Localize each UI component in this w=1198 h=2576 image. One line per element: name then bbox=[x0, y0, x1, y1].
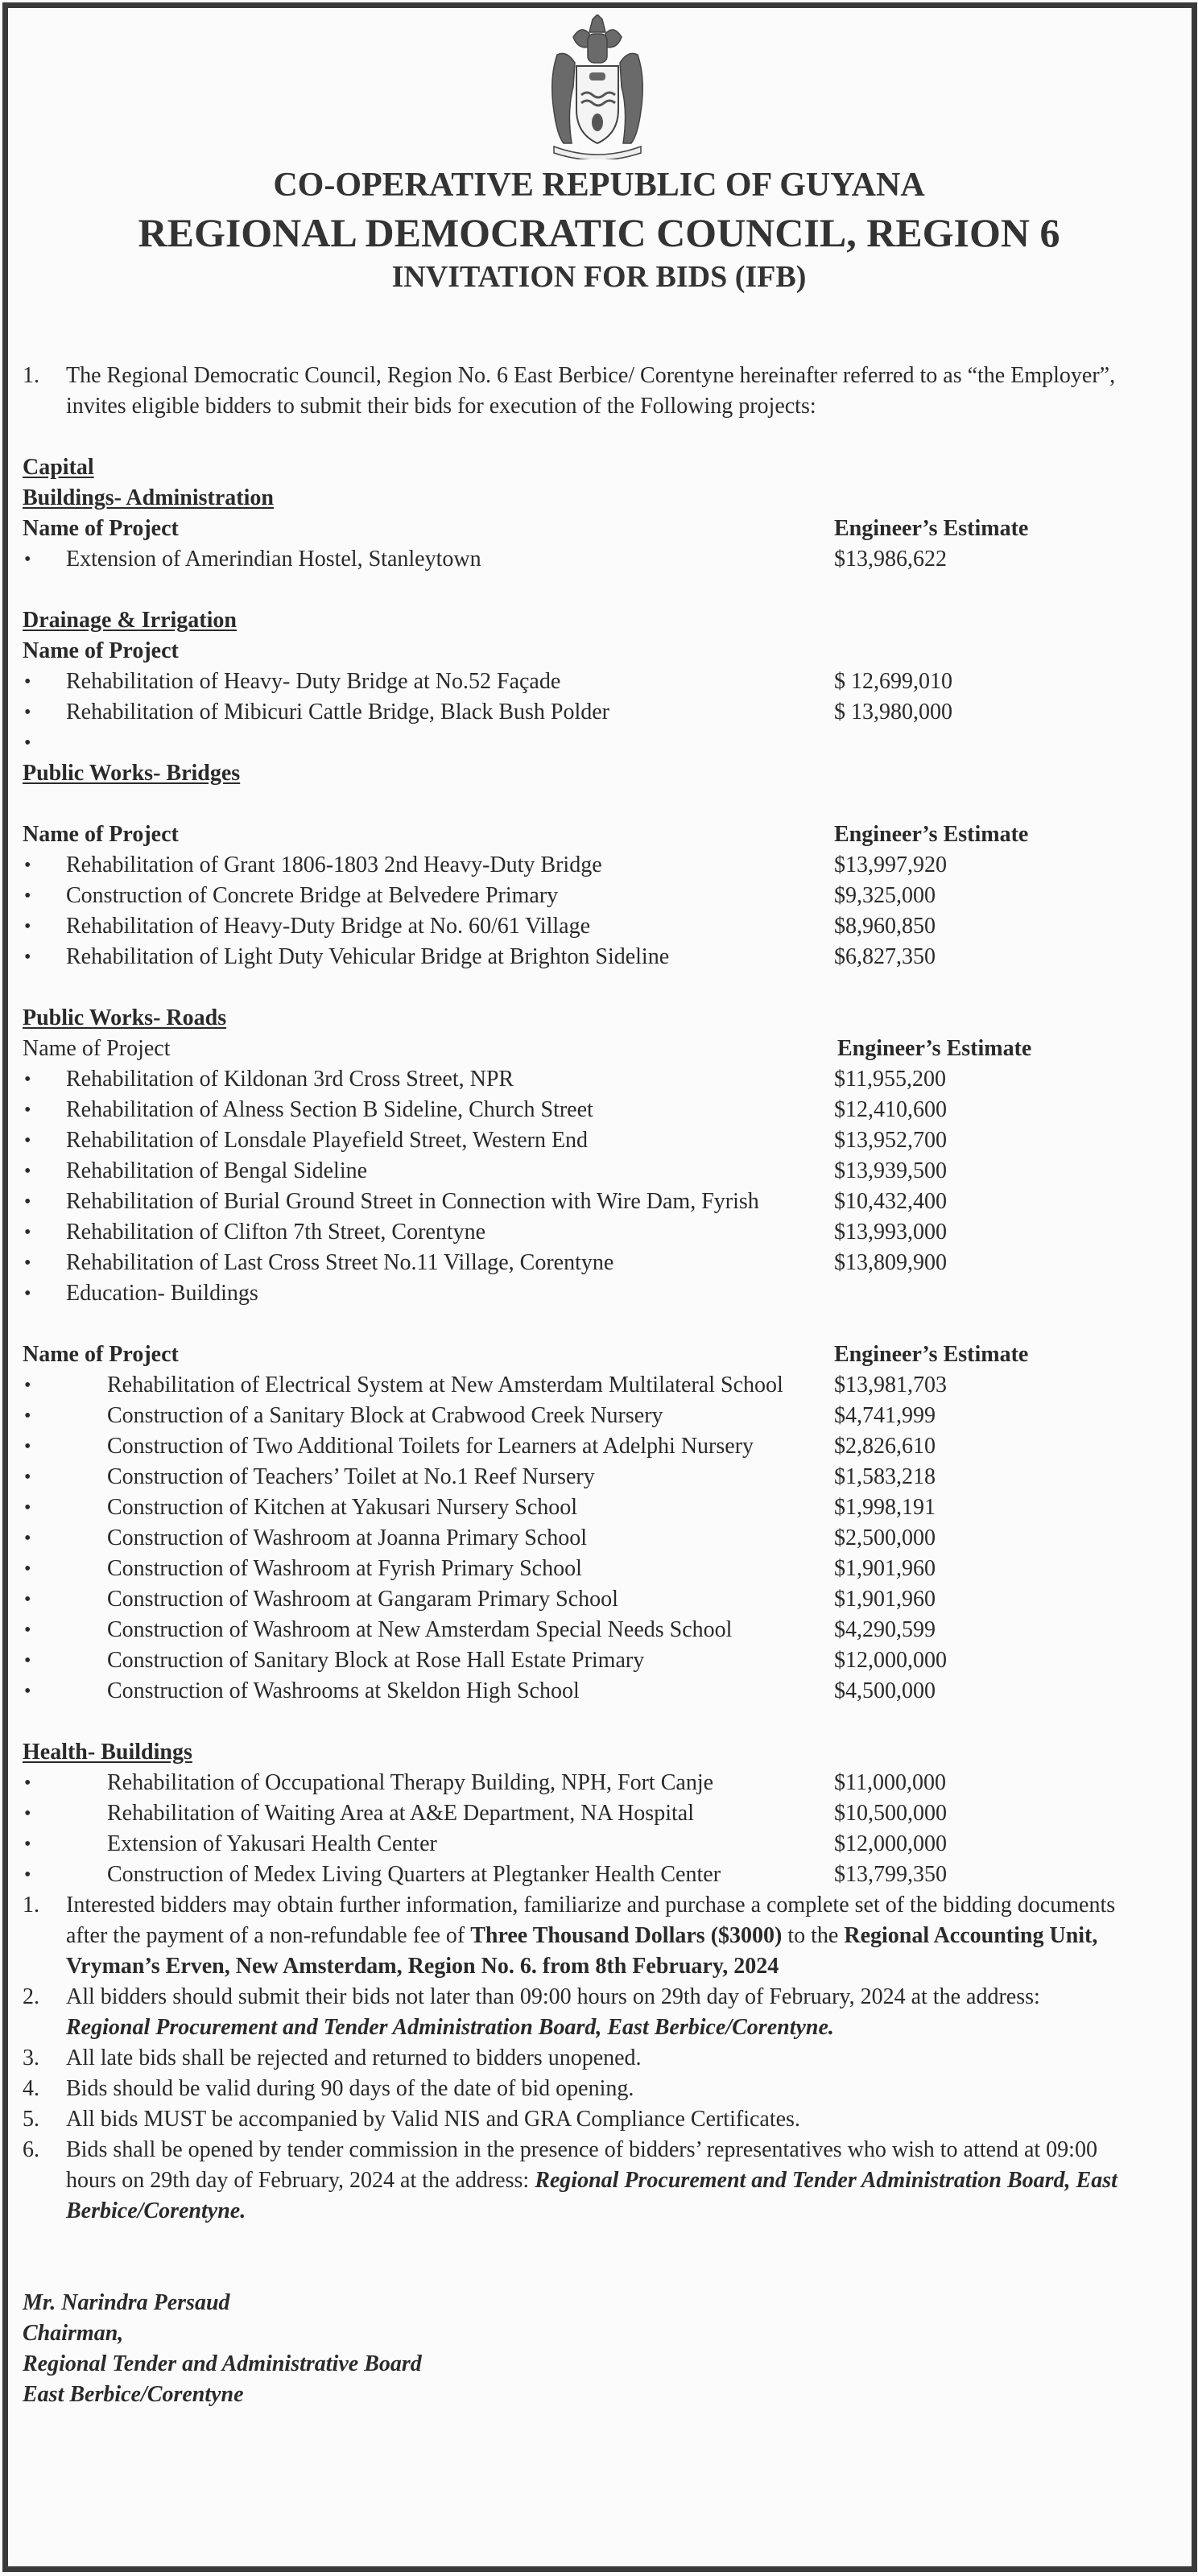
project-row bbox=[0, 1156, 1198, 1187]
project-row bbox=[0, 850, 1198, 881]
project-estimate: $4,290,599 bbox=[834, 1617, 936, 1642]
project-row bbox=[0, 1248, 1198, 1278]
column-header-name: Name of Project bbox=[23, 822, 179, 847]
project-name: • Extension of Yakusari Health Center bbox=[107, 1831, 437, 1856]
project-estimate: $13,997,920 bbox=[834, 852, 947, 877]
project-name: • Rehabilitation of Grant 1806-1803 2nd Heavy-Duty Bridge bbox=[66, 852, 602, 877]
project-estimate: $ 12,699,010 bbox=[834, 669, 952, 694]
public-works-bridges-list bbox=[0, 850, 1198, 972]
intro-line bbox=[0, 361, 1198, 391]
project-row bbox=[0, 1095, 1198, 1125]
note-number: 4. bbox=[23, 2076, 39, 2101]
project-estimate: $12,000,000 bbox=[834, 1648, 947, 1673]
project-name: • Construction of Washroom at Joanna Primary School bbox=[107, 1525, 588, 1550]
project-name: • Extension of Amerindian Hostel, Stanleytown bbox=[66, 547, 481, 572]
project-name: • Rehabilitation of Light Duty Vehicular Bridge at Brighton Sideline bbox=[66, 944, 670, 969]
project-row bbox=[0, 1768, 1198, 1798]
project-estimate: $ 13,980,000 bbox=[834, 700, 952, 724]
column-header-row bbox=[0, 1340, 1198, 1370]
submission-address: Regional Procurement and Tender Administration Board, East Berbice/Corentyne. bbox=[66, 2015, 834, 2040]
note-2 bbox=[0, 1982, 1198, 2013]
project-name: • Construction of Washroom at Gangaram Primary School bbox=[107, 1587, 618, 1612]
project-row bbox=[0, 667, 1198, 697]
project-name: • Rehabilitation of Last Cross Street No.11 Village, Corentyne bbox=[66, 1250, 614, 1275]
project-estimate: $12,000,000 bbox=[834, 1831, 947, 1856]
note-6 bbox=[0, 2135, 1198, 2165]
project-estimate: $10,432,400 bbox=[834, 1189, 947, 1214]
project-name: • Rehabilitation of Waiting Area at A&E Department, NA Hospital bbox=[107, 1801, 694, 1826]
intro-number: 1. bbox=[23, 363, 39, 388]
project-row bbox=[0, 1829, 1198, 1860]
project-estimate: $11,955,200 bbox=[834, 1067, 946, 1092]
project-estimate: $13,809,900 bbox=[834, 1250, 947, 1275]
project-name: • Rehabilitation of Alness Section B Sideline, Church Street bbox=[66, 1097, 593, 1122]
project-name: • Rehabilitation of Clifton 7th Street, Corentyne bbox=[66, 1220, 486, 1245]
project-estimate: $9,325,000 bbox=[834, 883, 936, 908]
section-title-public-works-bridges: Public Works- Bridges bbox=[23, 761, 241, 786]
project-name: • Construction of Washroom at New Amsterdam Special Needs School bbox=[107, 1617, 733, 1642]
note-text: Bids shall be opened by tender commission in the presence of bidders’ representatives who wish to attend at 09:00 bbox=[66, 2137, 1097, 2162]
signatory-board: Regional Tender and Administrative Board bbox=[23, 2351, 422, 2376]
signatory-location: East Berbice/Corentyne bbox=[23, 2382, 244, 2407]
note-number: 2. bbox=[23, 1984, 39, 2009]
note-text: Interested bidders may obtain further information, familiarize and purchase a complete set of the bidding documents bbox=[66, 1893, 1116, 1918]
payment-office: Regional Accounting Unit, bbox=[844, 1923, 1098, 1948]
project-name: • Construction of a Sanitary Block at Crabwood Creek Nursery bbox=[107, 1403, 663, 1428]
project-estimate: $2,826,610 bbox=[834, 1434, 936, 1459]
column-header-estimate: Engineer’s Estimate bbox=[834, 1342, 1029, 1367]
column-header-row bbox=[0, 819, 1198, 850]
public-works-roads-list bbox=[0, 1064, 1198, 1278]
project-row bbox=[0, 1554, 1198, 1584]
note-5 bbox=[0, 2104, 1198, 2135]
project-estimate: $4,741,999 bbox=[834, 1403, 936, 1428]
column-header-estimate: Engineer’s Estimate bbox=[834, 822, 1029, 847]
column-header-row bbox=[0, 514, 1198, 544]
project-name: • Rehabilitation of Bengal Sideline bbox=[66, 1158, 368, 1183]
column-header-name: Name of Project bbox=[23, 638, 179, 663]
note-text: All bids MUST be accompanied by Valid NIS and GRA Compliance Certificates. bbox=[66, 2107, 800, 2132]
project-row bbox=[0, 1584, 1198, 1615]
project-row bbox=[0, 1860, 1198, 1890]
project-name: • Construction of Teachers’ Toilet at No.1 Reef Nursery bbox=[107, 1464, 595, 1489]
project-estimate: $6,827,350 bbox=[834, 944, 936, 969]
project-row bbox=[0, 1492, 1198, 1523]
column-header-name: Name of Project bbox=[23, 1342, 179, 1367]
project-estimate: $13,799,350 bbox=[834, 1862, 947, 1887]
intro-text: invites eligible bidders to submit their bids for execution of the Following projects: bbox=[66, 394, 816, 419]
project-row bbox=[0, 881, 1198, 911]
project-estimate: $11,000,000 bbox=[834, 1770, 946, 1795]
project-name: • Rehabilitation of Kildonan 3rd Cross Street, NPR bbox=[66, 1067, 514, 1092]
education-buildings-list bbox=[0, 1370, 1198, 1707]
note-text-segment: to the bbox=[782, 1923, 845, 1948]
section-title-public-works-roads: Public Works- Roads bbox=[23, 1005, 227, 1030]
guyana-coat-of-arms-emblem bbox=[525, 14, 670, 159]
column-header-name: Name of Project bbox=[23, 1036, 171, 1061]
column-header-estimate: Engineer’s Estimate bbox=[834, 516, 1029, 541]
payment-address: Vryman’s Erven, New Amsterdam, Region No. 6. from 8th February, 2024 bbox=[66, 1954, 779, 1979]
project-row bbox=[0, 1125, 1198, 1156]
empty-bullet bbox=[0, 728, 1198, 758]
section-title-drainage-irrigation: Drainage & Irrigation bbox=[23, 608, 237, 633]
intro-text: The Regional Democratic Council, Region No. 6 East Berbice/ Corentyne hereinafter referred to as “the Employer”, bbox=[66, 363, 1116, 388]
project-estimate: $1,901,960 bbox=[834, 1587, 936, 1612]
document-title: INVITATION FOR BIDS (IFB) bbox=[391, 260, 807, 294]
project-row bbox=[0, 1187, 1198, 1217]
council-title: REGIONAL DEMOCRATIC COUNCIL, REGION 6 bbox=[138, 210, 1060, 255]
country-title: CO-OPERATIVE REPUBLIC OF GUYANA bbox=[273, 167, 925, 204]
project-estimate: $2,500,000 bbox=[834, 1525, 936, 1550]
project-estimate: $1,583,218 bbox=[834, 1464, 936, 1489]
note-text bbox=[66, 1921, 1097, 1951]
project-row bbox=[0, 1676, 1198, 1707]
project-estimate: $13,986,622 bbox=[834, 547, 947, 572]
note-number: 6. bbox=[23, 2137, 39, 2162]
notice-body bbox=[0, 361, 1198, 2410]
project-row bbox=[0, 1462, 1198, 1492]
project-name: • Construction of Sanitary Block at Rose Hall Estate Primary bbox=[107, 1648, 645, 1673]
project-row bbox=[0, 1064, 1198, 1095]
health-buildings-list bbox=[0, 1768, 1198, 1890]
project-name: • Construction of Two Additional Toilets for Learners at Adelphi Nursery bbox=[107, 1434, 754, 1459]
note-text-segment: after the payment of a non-refundable fee of bbox=[66, 1923, 471, 1948]
note-1 bbox=[0, 1890, 1198, 1921]
project-row bbox=[0, 1798, 1198, 1829]
project-row bbox=[0, 544, 1198, 575]
project-row bbox=[0, 1615, 1198, 1645]
project-estimate: $8,960,850 bbox=[834, 914, 936, 939]
project-name: • Construction of Washroom at Fyrish Primary School bbox=[107, 1556, 582, 1581]
note-4 bbox=[0, 2074, 1198, 2104]
note-text-segment: hours on 29th day of February, 2024 at the address: bbox=[66, 2168, 535, 2193]
section-title-buildings-administration: Buildings- Administration bbox=[23, 485, 274, 510]
signatory-title: Chairman, bbox=[23, 2321, 124, 2346]
project-estimate: $13,939,500 bbox=[834, 1158, 947, 1183]
note-text: Bids should be valid during 90 days of the date of bid opening. bbox=[66, 2076, 634, 2101]
project-row bbox=[0, 1217, 1198, 1248]
project-row bbox=[0, 1401, 1198, 1431]
note-text: All late bids shall be rejected and returned to bidders unopened. bbox=[66, 2046, 642, 2070]
capital-heading: Capital bbox=[23, 455, 94, 480]
signatory-name: Mr. Narindra Persaud bbox=[23, 2290, 230, 2315]
project-name: • Rehabilitation of Heavy-Duty Bridge at No. 60/61 Village bbox=[66, 914, 590, 939]
project-estimate: $10,500,000 bbox=[834, 1801, 947, 1826]
note-number: 1. bbox=[23, 1893, 39, 1918]
project-name: • Construction of Washrooms at Skeldon High School bbox=[107, 1678, 580, 1703]
project-row bbox=[0, 1523, 1198, 1554]
buildings-administration-list bbox=[0, 544, 1198, 575]
section-title-health-buildings: Health- Buildings bbox=[23, 1740, 192, 1765]
project-name: • Rehabilitation of Lonsdale Playefield Street, Western End bbox=[66, 1128, 589, 1153]
project-estimate: $1,998,191 bbox=[834, 1495, 936, 1520]
intro-line bbox=[0, 391, 1198, 422]
project-estimate: $1,901,960 bbox=[834, 1556, 936, 1581]
project-row bbox=[0, 911, 1198, 942]
project-name: • Rehabilitation of Occupational Therapy Building, NPH, Fort Canje bbox=[107, 1770, 714, 1795]
project-estimate: $13,993,000 bbox=[834, 1220, 947, 1245]
note-number: 3. bbox=[23, 2046, 39, 2070]
drainage-irrigation-list bbox=[0, 667, 1198, 728]
column-header-name: Name of Project bbox=[23, 516, 179, 541]
opening-address: Regional Procurement and Tender Administration Board, East bbox=[535, 2168, 1117, 2193]
project-name: • Rehabilitation of Burial Ground Street in Connection with Wire Dam, Fyrish bbox=[66, 1189, 759, 1214]
section-bullet-education bbox=[0, 1278, 1198, 1309]
project-name: • Rehabilitation of Mibicuri Cattle Bridge, Black Bush Polder bbox=[66, 700, 610, 724]
project-row bbox=[0, 942, 1198, 972]
project-name: • Construction of Kitchen at Yakusari Nursery School bbox=[107, 1495, 578, 1520]
project-estimate: $12,410,600 bbox=[834, 1097, 947, 1122]
project-row bbox=[0, 1645, 1198, 1676]
note-text: All bidders should submit their bids not later than 09:00 hours on 29th day of February, 2024 at the address: bbox=[66, 1984, 1040, 2009]
column-header-estimate: Engineer’s Estimate bbox=[837, 1036, 1032, 1061]
project-name: • Construction of Medex Living Quarters at Plegtanker Health Center bbox=[107, 1862, 721, 1887]
column-header-row bbox=[0, 1034, 1198, 1064]
project-estimate: $13,952,700 bbox=[834, 1128, 947, 1153]
note-3 bbox=[0, 2043, 1198, 2074]
project-row bbox=[0, 697, 1198, 728]
project-row bbox=[0, 1370, 1198, 1401]
project-row bbox=[0, 1431, 1198, 1462]
note-number: 5. bbox=[23, 2107, 39, 2132]
project-name: • Rehabilitation of Heavy- Duty Bridge at No.52 Façade bbox=[66, 669, 561, 694]
note-text bbox=[66, 2165, 1117, 2196]
fee-amount: Three Thousand Dollars ($3000) bbox=[470, 1923, 783, 1948]
project-estimate: $4,500,000 bbox=[834, 1678, 936, 1703]
project-name: • Rehabilitation of Electrical System at New Amsterdam Multilateral School bbox=[107, 1373, 783, 1397]
project-name: • Construction of Concrete Bridge at Belvedere Primary bbox=[66, 883, 559, 908]
section-title-education-buildings: • Education- Buildings bbox=[66, 1281, 258, 1306]
opening-address: Berbice/Corentyne. bbox=[66, 2198, 246, 2223]
project-estimate: $13,981,703 bbox=[834, 1373, 947, 1397]
